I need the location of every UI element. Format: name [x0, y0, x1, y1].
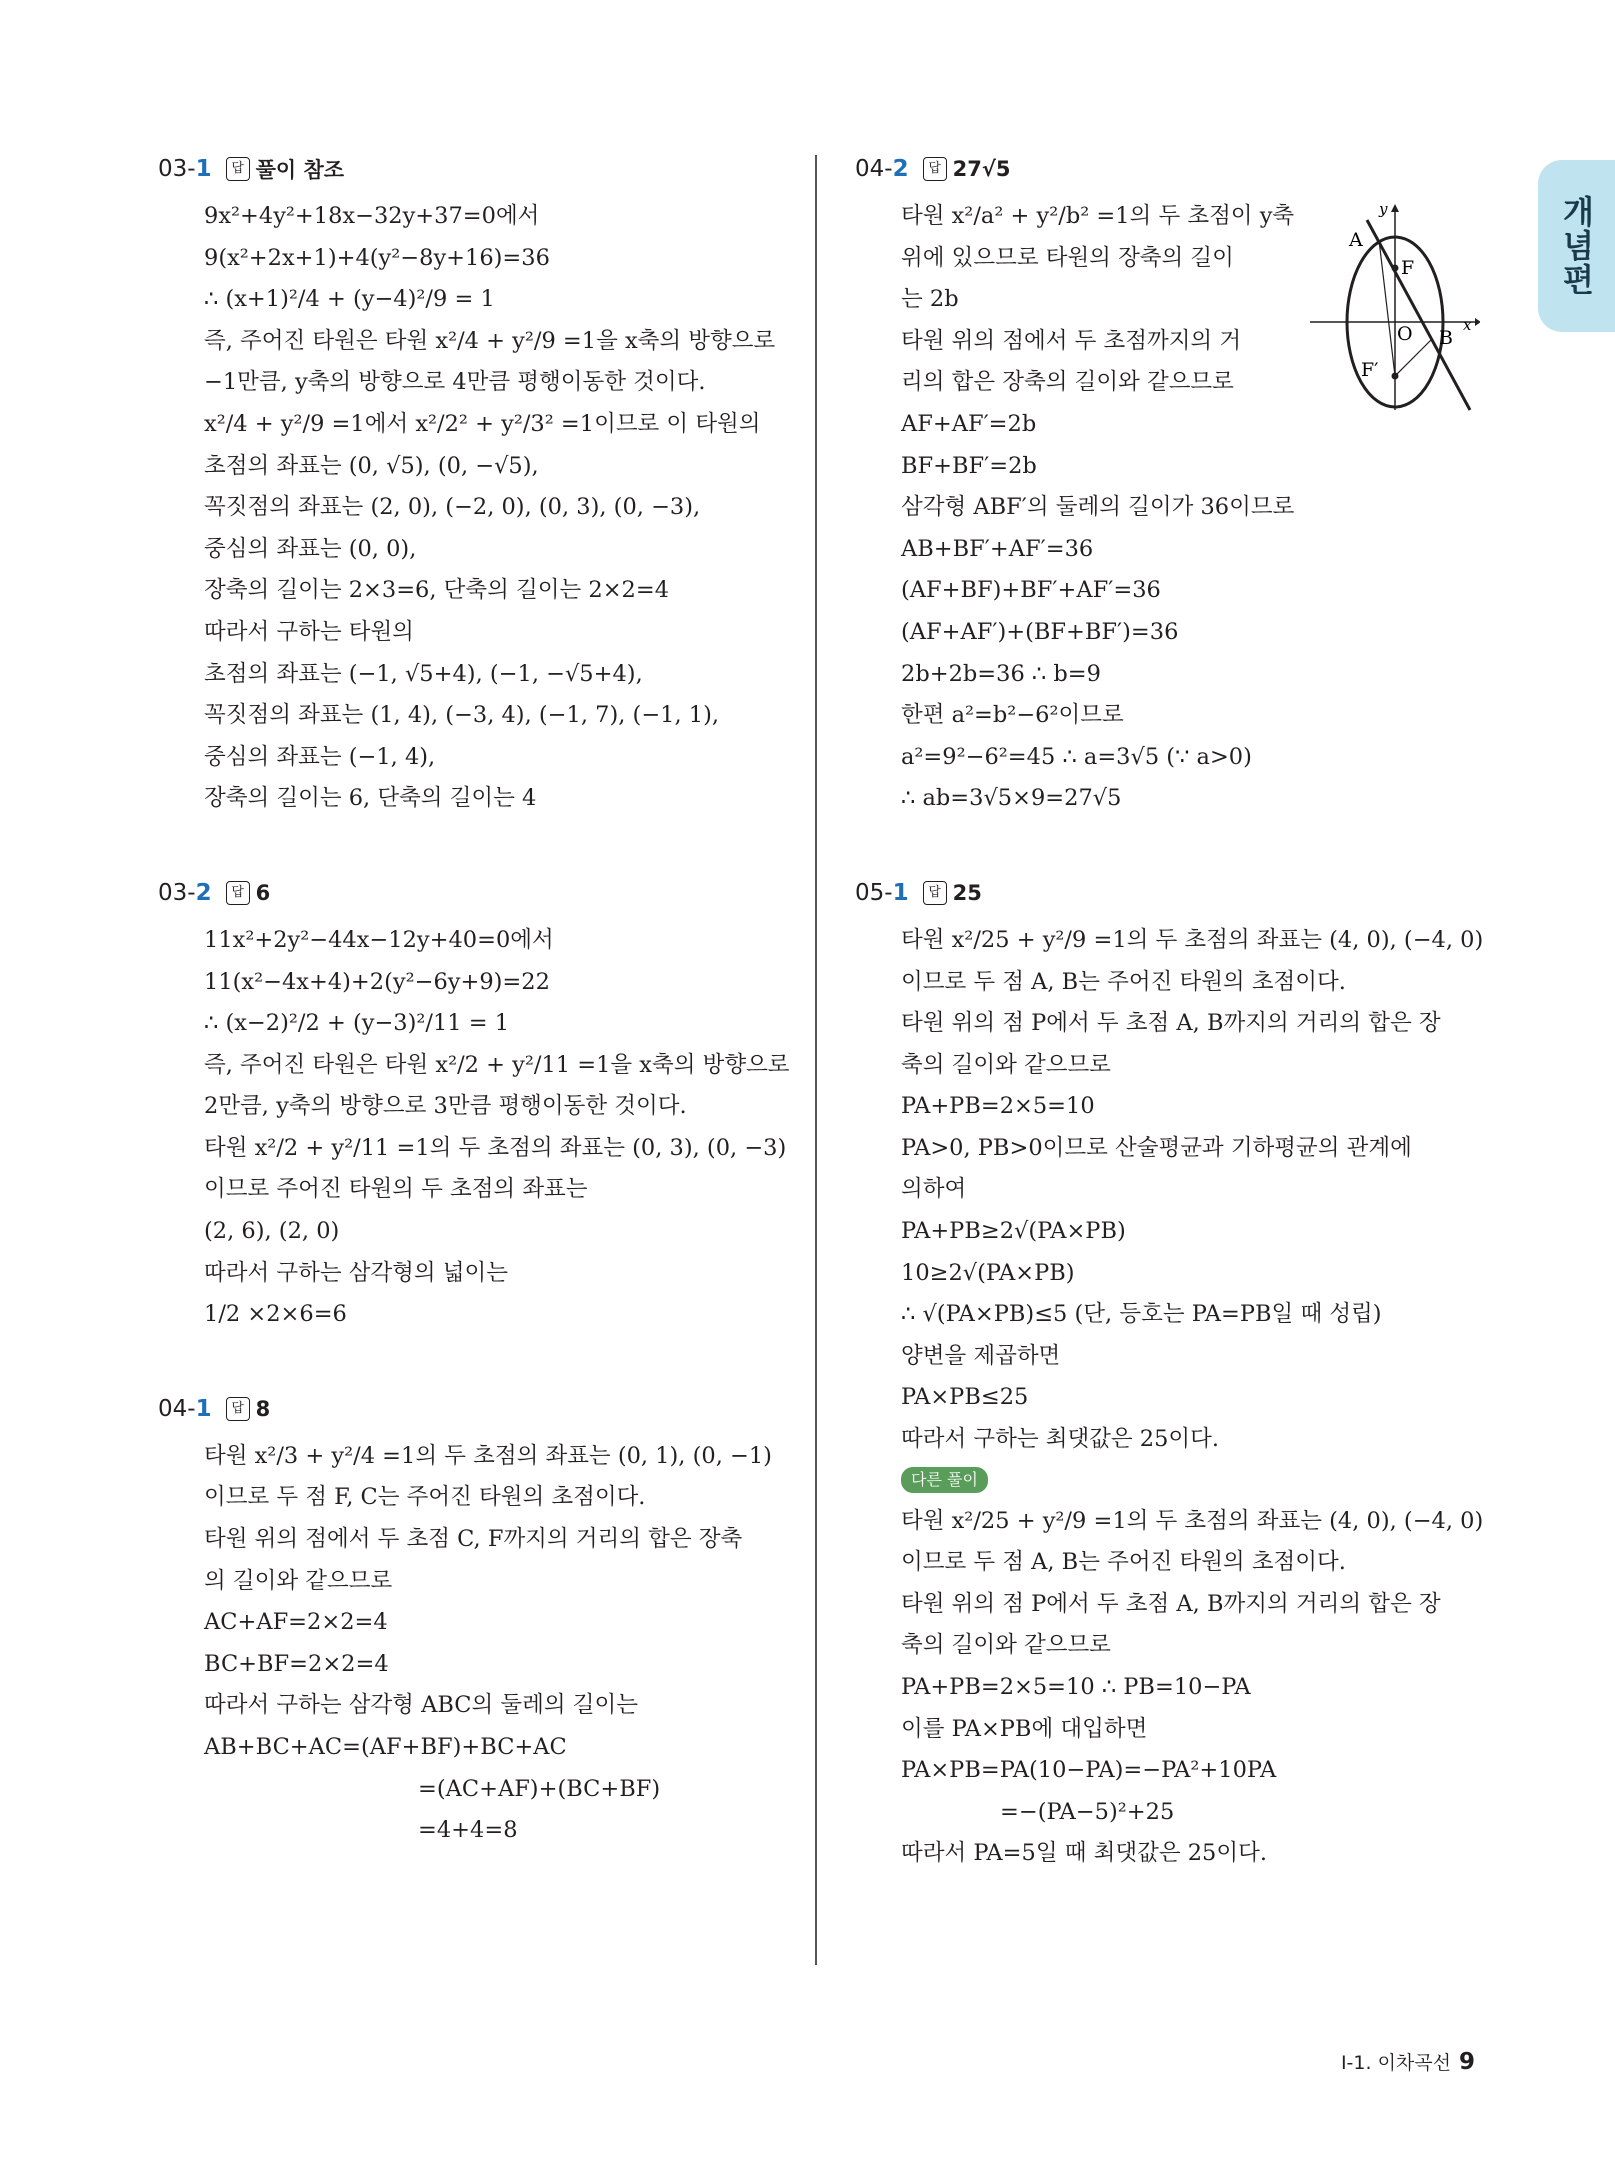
solution-line: (AF+AF′)+(BF+BF′)=36 — [901, 618, 1179, 645]
answer-text: 풀이 참조 — [255, 158, 345, 182]
solution-line: 11x²+2y²−44x−12y+40=0에서 — [204, 926, 554, 953]
solution-line: PA+PB=2×5=10 — [901, 1093, 1095, 1120]
solution-line: 타원 x²/2 + y²/11 =1의 두 초점의 좌표는 (0, 3), (0, −3) — [204, 1134, 787, 1161]
problem-header — [158, 874, 798, 912]
point-F-label: F — [1401, 257, 1415, 279]
solution-line: ∴ (x+1)²/4 + (y−4)²/9 = 1 — [204, 286, 495, 313]
solution-line: 중심의 좌표는 (−1, 4), — [204, 743, 436, 770]
solution-line: 9x²+4y²+18x−32y+37=0에서 — [204, 203, 540, 229]
solution-line: PA×PB≤25 — [901, 1384, 1029, 1411]
solution-line: AF+AF′=2b — [901, 410, 1037, 437]
alt-solution-line: 축의 길이와 같으므로 — [901, 1632, 1111, 1659]
footer-section: Ⅰ-1. 이차곡선 — [1340, 2052, 1451, 2074]
solution-line: 타원 x²/a² + y²/b² =1의 두 초점이 y축 — [901, 203, 1295, 229]
solution-line: a²=9²−6²=45 ∴ a=3√5 (∵ a>0) — [901, 743, 1252, 770]
alt-solution-line: 이를 PA×PB에 대입하면 — [901, 1715, 1148, 1742]
problem-header — [158, 150, 798, 188]
solution-line: PA>0, PB>0이므로 산술평균과 기하평균의 관계에 — [901, 1134, 1412, 1161]
solution-line: 2만큼, y축의 방향으로 3만큼 평행이동한 것이다. — [204, 1093, 687, 1120]
solution-line: 9(x²+2x+1)+4(y²−8y+16)=36 — [204, 244, 550, 271]
x-axis-arrow-icon — [1475, 318, 1480, 326]
problem-number: 04- — [855, 156, 893, 182]
problem-number: 03- — [158, 156, 196, 182]
solution-line: 타원 x²/25 + y²/9 =1의 두 초점의 좌표는 (4, 0), (−4, 0) — [901, 926, 1484, 953]
solution-line: 즉, 주어진 타원은 타원 x²/4 + y²/9 =1을 x축의 방향으로 — [204, 327, 776, 354]
alt-solution-line: PA+PB=2×5=10 ∴ PB=10−PA — [901, 1674, 1251, 1700]
solution-line: AB+BC+AC=(AF+BF)+BC+AC — [204, 1734, 567, 1760]
point-A-label: A — [1349, 229, 1363, 251]
alt-solution-badge: 다른 풀이 — [901, 1467, 988, 1493]
alt-solution-line: 타원 위의 점 P에서 두 초점 A, B까지의 거리의 합은 장 — [901, 1590, 1441, 1617]
answer-mark-icon: 답 — [226, 1397, 250, 1421]
column-divider — [815, 155, 817, 1965]
solution-line: AB+BF′+AF′=36 — [901, 535, 1094, 562]
ellipse-figure — [1305, 200, 1480, 415]
solution-line: 한편 a²=b²−6²이므로 — [901, 702, 1124, 729]
section-side-tab — [1538, 160, 1615, 332]
solution-line: 의 길이와 같으므로 — [204, 1567, 393, 1594]
solution-line: 삼각형 ABF′의 둘레의 길이가 36이므로 — [901, 494, 1295, 521]
answer-text: 8 — [255, 1396, 271, 1421]
solution-line: 이므로 주어진 타원의 두 초점의 좌표는 — [204, 1176, 588, 1203]
solution-line: 2b+2b=36 ∴ b=9 — [901, 660, 1101, 687]
solution-line: 이므로 두 점 F, C는 주어진 타원의 초점이다. — [204, 1484, 646, 1511]
left-column — [158, 150, 798, 1906]
point-B-label: B — [1439, 327, 1453, 349]
problem-subnumber: 2 — [195, 879, 212, 906]
answer-mark-icon: 답 — [923, 157, 947, 181]
solution-line: AC+AF=2×2=4 — [204, 1609, 388, 1636]
solution-line: BC+BF=2×2=4 — [204, 1650, 389, 1677]
solution-line: x²/4 + y²/9 =1에서 x²/2² + y²/3² =1이므로 이 타원의 — [204, 410, 761, 437]
problem-header — [158, 1390, 798, 1428]
x-axis-label: x — [1463, 316, 1472, 334]
problem-subnumber: 1 — [195, 1395, 212, 1422]
answer-mark-icon: 답 — [226, 157, 250, 181]
solution-line: 11(x²−4x+4)+2(y²−6y+9)=22 — [204, 968, 550, 995]
solution-line: 따라서 구하는 타원의 — [204, 618, 414, 645]
solution-line: 꼭짓점의 좌표는 (1, 4), (−3, 4), (−1, 7), (−1, 1), — [204, 702, 720, 729]
solution-line: 1/2 ×2×6=6 — [204, 1301, 347, 1328]
page-footer — [1341, 2048, 1475, 2075]
origin-O-label: O — [1397, 323, 1413, 345]
solution-line: 10≥2√(PA×PB) — [901, 1259, 1075, 1286]
focus-F-point — [1392, 265, 1399, 272]
page-number: 9 — [1458, 2049, 1475, 2075]
problem-subnumber: 1 — [195, 156, 212, 182]
solution-line: (AF+BF)+BF′+AF′=36 — [901, 577, 1161, 604]
solution-line: −1만큼, y축의 방향으로 4만큼 평행이동한 것이다. — [204, 369, 706, 396]
answer-mark-icon: 답 — [226, 881, 250, 905]
solution-line: 즉, 주어진 타원은 타원 x²/2 + y²/11 =1을 x축의 방향으로 — [204, 1051, 790, 1078]
solution-line: 장축의 길이는 2×3=6, 단축의 길이는 2×2=4 — [204, 577, 670, 604]
solution-line: 는 2b — [901, 286, 959, 313]
answer-text: 25 — [952, 880, 982, 905]
alt-solution-line: 이므로 두 점 A, B는 주어진 타원의 초점이다. — [901, 1549, 1346, 1576]
solution-line: ∴ √(PA×PB)≤5 (단, 등호는 PA=PB일 때 성립) — [901, 1301, 1382, 1328]
problem-04-1 — [158, 1390, 798, 1852]
problem-03-2 — [158, 874, 798, 1336]
problem-number: 03- — [158, 879, 196, 906]
solution-line: 장축의 길이는 6, 단축의 길이는 4 — [204, 785, 537, 812]
right-column — [855, 150, 1495, 1929]
solution-line: 초점의 좌표는 (−1, √5+4), (−1, −√5+4), — [204, 660, 643, 687]
solution-line: 타원 위의 점에서 두 초점까지의 거 — [901, 327, 1242, 354]
y-axis-label: y — [1379, 200, 1388, 218]
focus-Fp-point — [1392, 373, 1399, 380]
solution-line: 리의 합은 장축의 길이와 같으므로 — [901, 369, 1234, 396]
solution-line: 위에 있으므로 타원의 장축의 길이 — [901, 244, 1234, 271]
segment-AFp — [1379, 240, 1395, 376]
solution-line: PA+PB≥2√(PA×PB) — [901, 1218, 1126, 1245]
solution-line: ∴ (x−2)²/2 + (y−3)²/11 = 1 — [204, 1010, 510, 1037]
problem-number: 04- — [158, 1395, 196, 1422]
problem-subnumber: 2 — [892, 156, 909, 182]
problem-header — [855, 150, 1495, 188]
side-tab-label: 개념편 — [1557, 195, 1596, 297]
answer-mark-icon: 답 — [923, 881, 947, 905]
solution-line: 축의 길이와 같으므로 — [901, 1051, 1111, 1078]
problem-05-1 — [855, 874, 1495, 1875]
alt-solution-line: 타원 x²/25 + y²/9 =1의 두 초점의 좌표는 (4, 0), (−4, 0) — [901, 1507, 1484, 1534]
solution-line: 따라서 구하는 삼각형 ABC의 둘레의 길이는 — [204, 1692, 638, 1719]
problem-subnumber: 1 — [892, 879, 909, 906]
solution-line: 의하여 — [901, 1176, 967, 1203]
solution-line: 초점의 좌표는 (0, √5), (0, −√5), — [204, 452, 539, 479]
solution-line: 따라서 구하는 삼각형의 넓이는 — [204, 1259, 509, 1286]
solution-line: 따라서 구하는 최댓값은 25이다. — [901, 1426, 1220, 1453]
alt-solution-line: PA×PB=PA(10−PA)=−PA²+10PA — [901, 1757, 1277, 1784]
solution-line: BF+BF′=2b — [901, 452, 1037, 479]
alt-solution-line: =−(PA−5)²+25 — [1000, 1798, 1175, 1825]
solution-line: 타원 위의 점 P에서 두 초점 A, B까지의 거리의 합은 장 — [901, 1010, 1441, 1037]
y-axis-arrow-icon — [1391, 204, 1399, 212]
solution-line: (2, 6), (2, 0) — [204, 1218, 340, 1245]
answer-text: 6 — [255, 880, 271, 905]
segment-BFp — [1395, 340, 1431, 376]
alt-solution-line: 따라서 PA=5일 때 최댓값은 25이다. — [901, 1840, 1267, 1867]
solution-line: =4+4=8 — [418, 1817, 518, 1844]
solution-line: 꼭짓점의 좌표는 (2, 0), (−2, 0), (0, 3), (0, −3), — [204, 494, 701, 521]
problem-03-1 — [158, 150, 798, 820]
problem-header — [855, 874, 1495, 912]
problem-number: 05- — [855, 879, 893, 906]
solution-line: =(AC+AF)+(BC+BF) — [418, 1775, 661, 1802]
point-Fp-label: F′ — [1361, 359, 1379, 381]
solution-line: 양변을 제곱하면 — [901, 1342, 1061, 1369]
solution-line: 이므로 두 점 A, B는 주어진 타원의 초점이다. — [901, 968, 1346, 995]
solution-line: 중심의 좌표는 (0, 0), — [204, 535, 417, 562]
answer-text: 27√5 — [952, 157, 1011, 181]
solution-line: ∴ ab=3√5×9=27√5 — [901, 785, 1122, 812]
solution-line: 타원 x²/3 + y²/4 =1의 두 초점의 좌표는 (0, 1), (0, −1) — [204, 1442, 772, 1469]
solution-line: 타원 위의 점에서 두 초점 C, F까지의 거리의 합은 장축 — [204, 1526, 743, 1553]
